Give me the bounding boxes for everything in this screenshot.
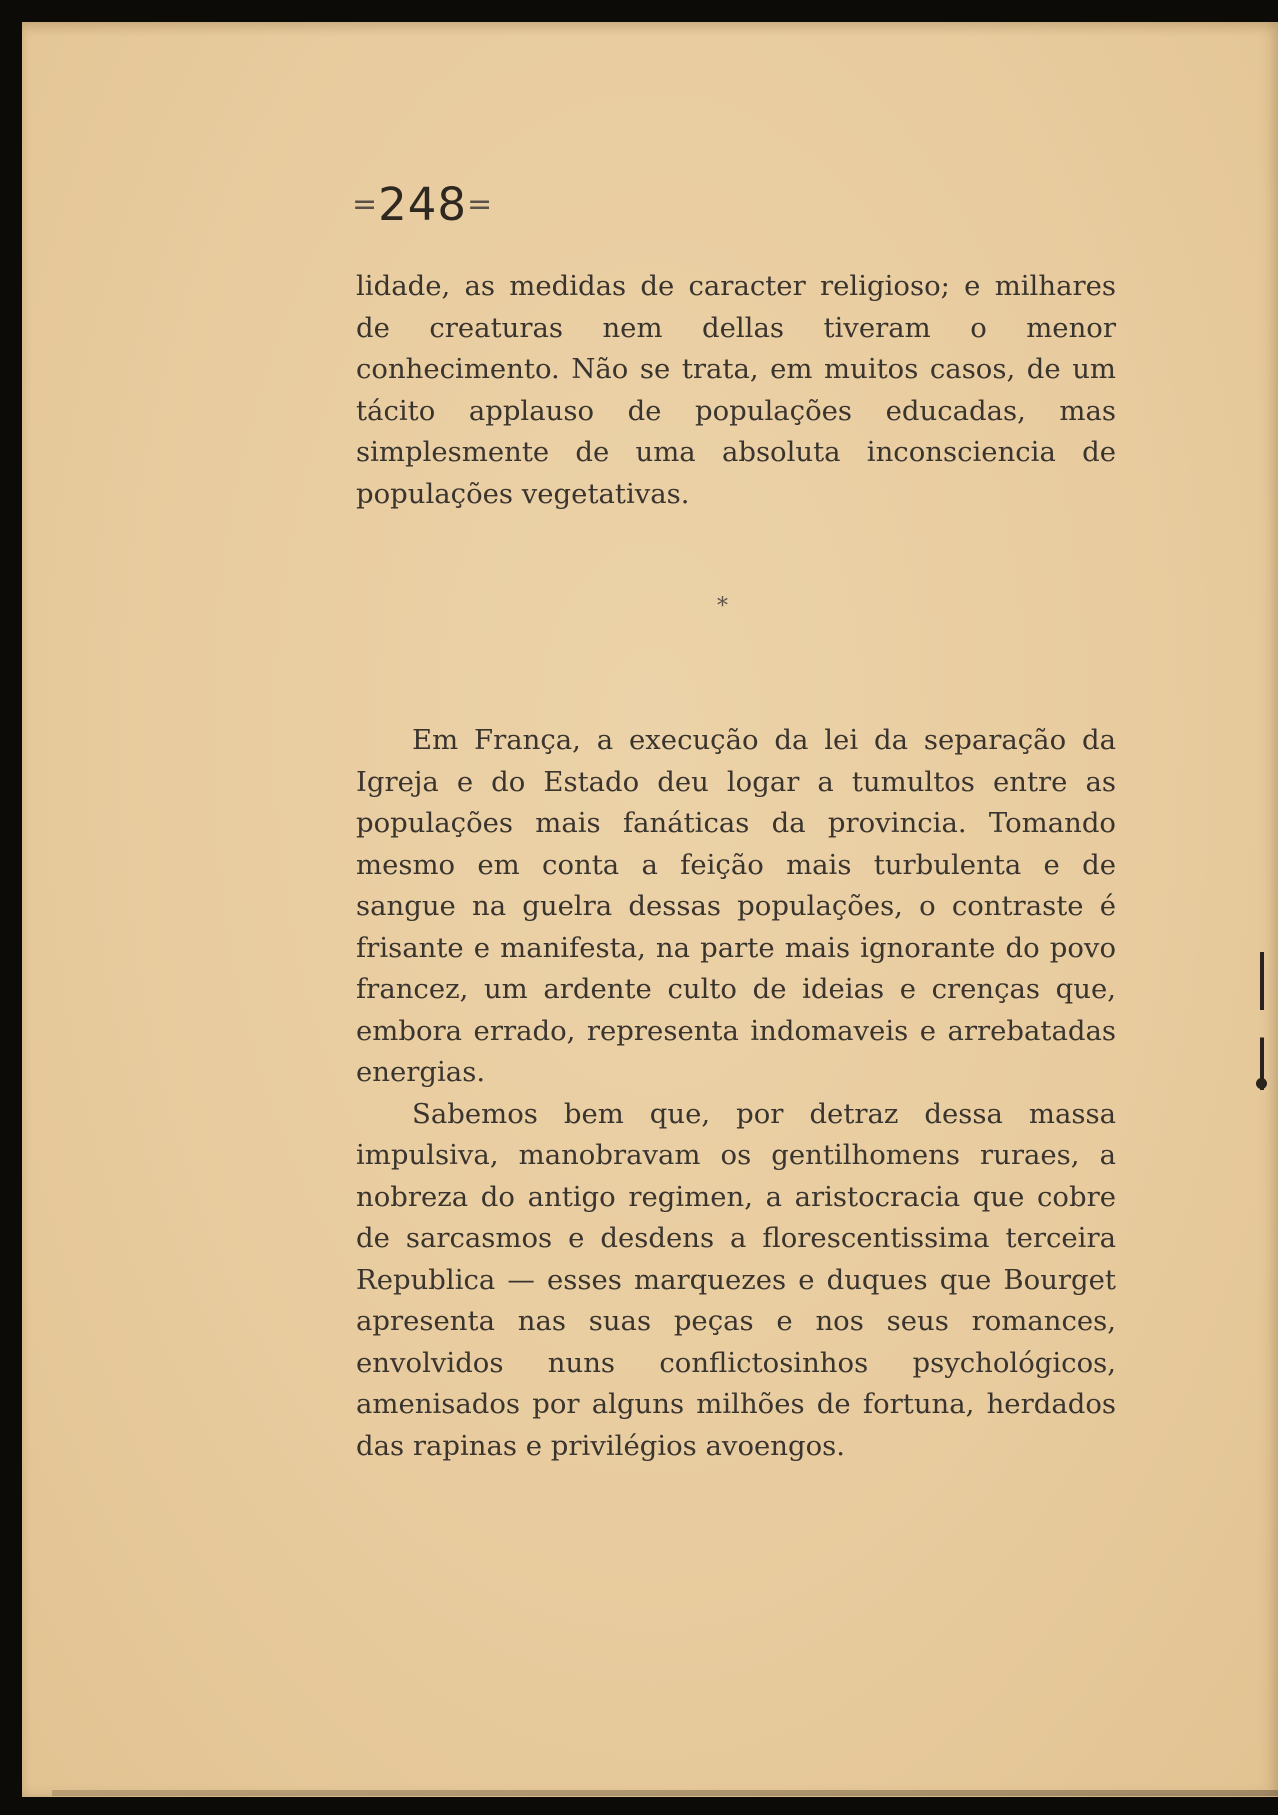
folio-left-mark: = [352,186,379,222]
text-block-bottom [356,720,1116,1467]
text-block-top [356,266,1116,515]
page-number-value: 248 [378,178,468,231]
margin-marker-dot [1256,1078,1267,1089]
scanned-book-page [22,22,1278,1797]
page-bottom-edge [52,1790,1278,1796]
section-separator-asterisk: * [717,594,728,619]
paragraph-sabemos: Sabemos bem que, por detraz dessa massa impulsiva, manobravam os gentilhomens ruraes, a nobreza do antigo regimen, a aristocracia que cobre de sarcasmos e desdens a florescentissima terceira Republica — esses marquezes e duques que Bourget apresenta nas suas peças e nos seus romances, envolvidos nuns conflictosinhos psychológicos, amenisados por alguns milhões de fortuna, herdados das rapinas e privilégios avoengos. [356,1097,1116,1462]
page-number [352,178,493,231]
margin-marker-line [1260,952,1264,1090]
paragraph-franca: Em França, a execução da lei da separação da Igreja e do Estado deu logar a tumultos entre as populações mais fanáticas da provincia. Tomando mesmo em conta a feição mais turbulenta e de sangue na guelra dessas populações, o contraste é frisante e manifesta, na parte mais ignorante do povo francez, um ardente culto de ideias e crenças que, embora errado, representa indomaveis e arrebatadas energias. [356,724,1116,1088]
paragraph-continuation: lidade, as medidas de caracter religioso; e milhares de creaturas nem dellas tiveram o menor conhecimento. Não se trata, em muitos casos, de um tácito applauso de populações educadas, mas simplesmente de uma absoluta inconsciencia de populações vegetativas. [356,270,1116,510]
folio-right-mark: = [467,186,494,222]
